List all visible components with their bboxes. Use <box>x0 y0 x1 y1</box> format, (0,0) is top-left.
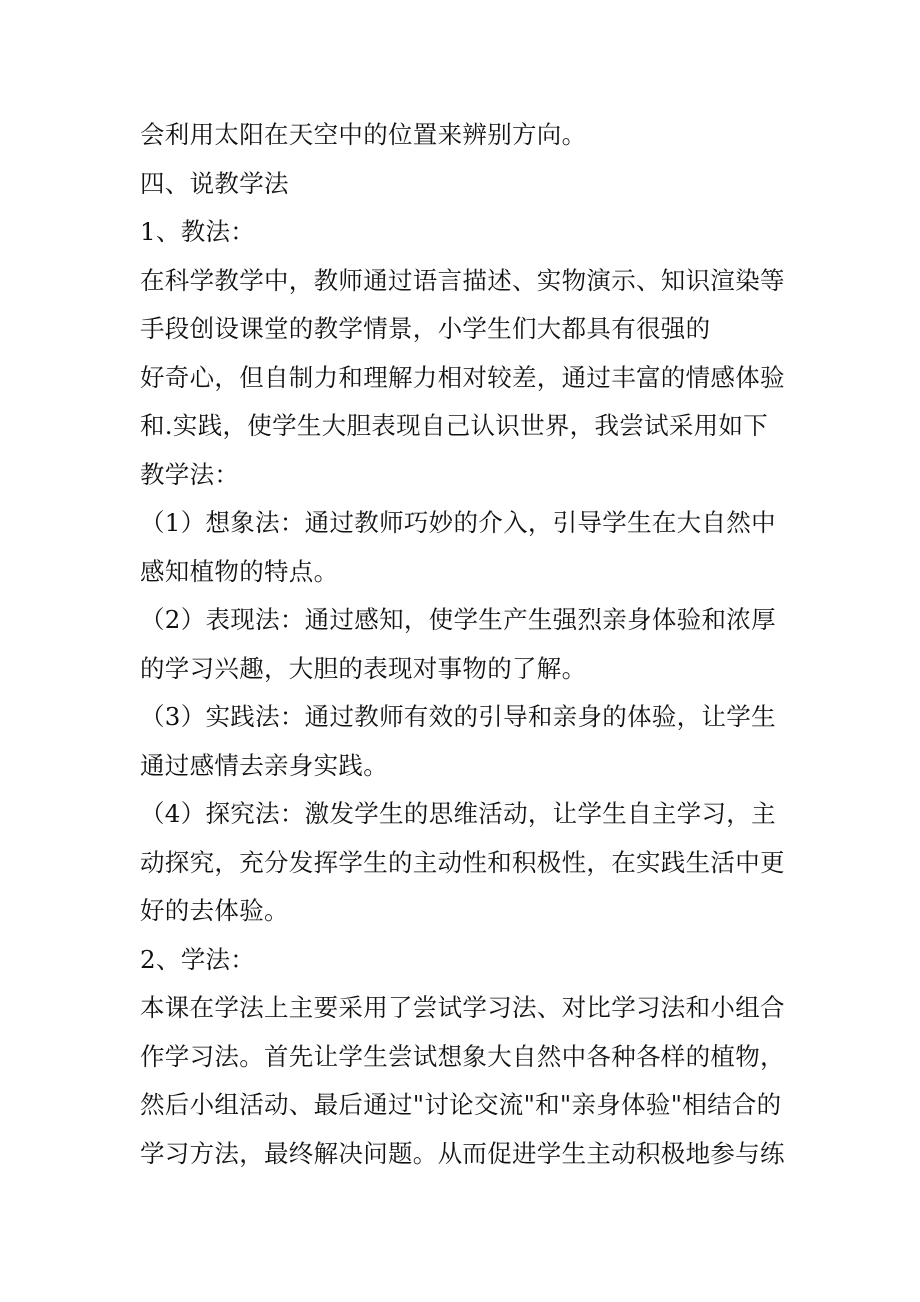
text-line: 和.实践，使学生大胆表现自己认识世界，我尝试采用如下 <box>140 411 769 440</box>
text-line: 教学法： <box>140 459 240 489</box>
text-line: 好的去体验。 <box>140 896 289 925</box>
text-line: 然后小组活动、最后通过"讨论交流"和"亲身体验"相结合的 <box>140 1090 782 1119</box>
text-line: 手段创设课堂的教学情景，小学生们大都具有很强的 <box>140 314 711 343</box>
list-item: （2）表现法：通过感知，使学生产生强烈亲身体验和浓厚 <box>140 605 776 634</box>
list-item: （4）探究法：激发学生的思维活动，让学生自主学习，主 <box>140 799 776 828</box>
document-body <box>140 111 790 1178</box>
text-line: 感知植物的特点。 <box>140 556 339 586</box>
text-line: 会利用太阳在天空中的位置来辨别方向。 <box>140 120 587 149</box>
text-line: 在科学教学中，教师通过语言描述、实物演示、知识渲染等 <box>140 265 785 295</box>
subsection-heading: 1、教法： <box>140 217 256 246</box>
list-item: （3）实践法：通过教师有效的引导和亲身的体验，让学生 <box>140 702 776 731</box>
subsection-heading: 2、学法： <box>140 944 256 974</box>
text-line: 通过感情去亲身实践。 <box>140 750 388 780</box>
text-line: 学习方法，最终解决问题。从而促进学生主动积极地参与练 <box>140 1138 785 1168</box>
text-line: 作学习法。首先让学生尝试想象大自然中各种各样的植物， <box>140 1041 785 1071</box>
text-line: 动探究，充分发挥学生的主动性和积极性，在实践生活中更 <box>140 847 785 877</box>
section-heading: 四、说教学法 <box>140 168 289 198</box>
text-line: 好奇心，但自制力和理解力相对较差，通过丰富的情感体验 <box>140 362 785 392</box>
text-line: 本课在学法上主要采用了尝试学习法、对比学习法和小组合 <box>140 993 785 1022</box>
text-line: 的学习兴趣，大胆的表现对事物的了解。 <box>140 653 587 683</box>
list-item: （1）想象法：通过教师巧妙的介入，引导学生在大自然中 <box>140 508 776 537</box>
